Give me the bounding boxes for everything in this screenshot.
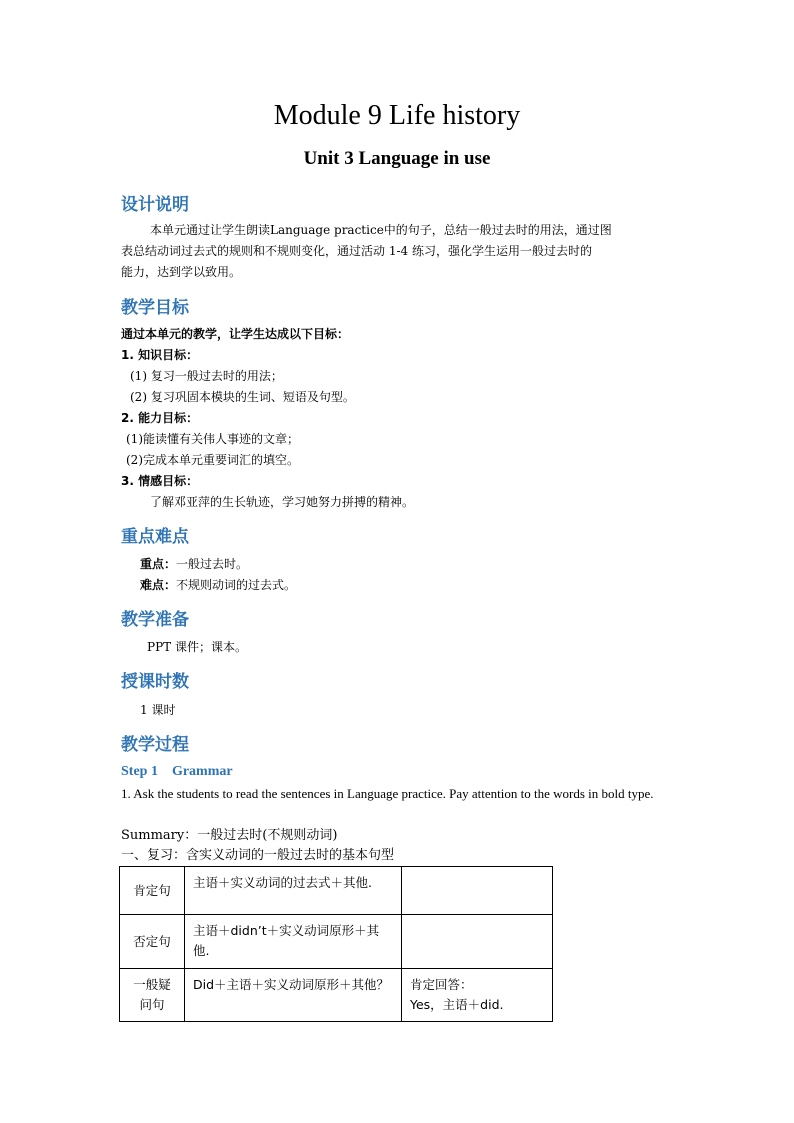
step-title: Grammar [171,764,233,779]
table-row-head: 否定句 [120,915,185,969]
table-cell: Did＋主语＋实义动词原形＋其他？ [185,969,402,1022]
goals-ability-1: (1)能读懂有关伟人事迹的文章； [126,432,299,446]
prep-text: PPT 课件；课本。 [147,640,247,654]
goals-knowledge-heading: 1. 知识目标： [121,348,199,362]
hours-text: 1 课时 [140,703,176,717]
goals-knowledge-1: (1) 复习一般过去时的用法； [130,369,283,383]
grammar-table [119,866,553,1022]
process-paragraph-1: 1. Ask the students to read the sentences in Language practice. Pay attention to the words in bold type. [121,786,654,801]
grammar-table-wrapper [119,866,553,1022]
goals-ability-heading: 2. 能力目标： [121,411,199,425]
difficult-point-label: 难点： [140,578,177,592]
goals-emotion-heading: 3. 情感目标： [121,474,199,488]
page-title: Module 9 Life history [273,100,521,131]
table-cell [402,915,553,969]
goals-ability-2: (2)完成本单元重要词汇的填空。 [126,453,299,467]
table-row [120,915,553,969]
table-cell [402,867,553,915]
step-label: Step 1 [121,764,158,779]
section-heading-key-points: 重点难点 [121,527,189,547]
section-heading-design: 设计说明 [121,195,189,215]
design-line-1: 本单元通过让学生朗读Language practice中的句子，总结一般过去时的用法，通过图 [150,223,612,237]
table-row-head: 一般疑问句 [120,969,185,1022]
summary-line: Summary：一般过去时(不规则动词) [121,828,338,843]
section-heading-hours: 授课时数 [121,672,189,692]
section-heading-process: 教学过程 [121,735,189,755]
step-heading [121,764,247,780]
key-point-text: 一般过去时。 [176,557,249,571]
table-cell: 主语＋didn’t＋实义动词原形＋其他. [185,915,402,969]
table-row-head: 肯定句 [120,867,185,915]
table-cell: 主语＋实义动词的过去式＋其他. [185,867,402,915]
difficult-point-line [140,575,296,596]
page-subtitle: Unit 3 Language in use [303,148,491,169]
key-point-label: 重点： [140,557,177,571]
difficult-point-text: 不规则动词的过去式。 [176,578,297,592]
review-line: 一、复习：含实义动词的一般过去时的基本句型 [121,848,395,863]
design-line-3: 能力，达到学以致用。 [121,265,242,279]
design-line-2: 表总结动词过去式的规则和不规则变化，通过活动 1-4 练习，强化学生运用一般过去时的 [121,244,592,258]
table-row [120,969,553,1022]
goals-emotion-1: 了解邓亚萍的生长轨迹，学习她努力拼搏的精神。 [150,495,415,509]
table-row [120,867,553,915]
goals-knowledge-2: (2) 复习巩固本模块的生词、短语及句型。 [130,390,355,404]
key-point-line [140,554,248,575]
goals-intro: 通过本单元的教学，让学生达成以下目标： [121,327,350,341]
table-cell: 肯定回答： Yes，主语＋did. [402,969,553,1022]
section-heading-goals: 教学目标 [121,298,189,318]
section-heading-prep: 教学准备 [121,610,189,630]
